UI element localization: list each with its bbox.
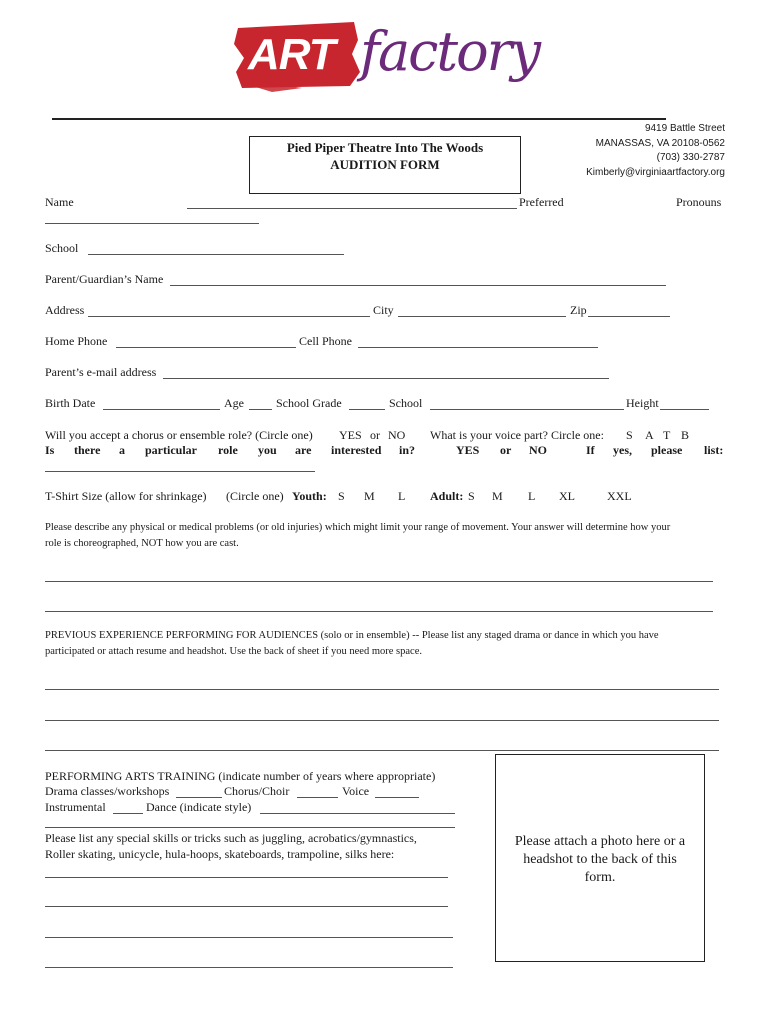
- form-title: AUDITION FORM: [330, 157, 440, 172]
- photo-text-line2: headshot to the back of this: [523, 852, 677, 867]
- role-word-6: you: [258, 443, 277, 457]
- voice-part-b[interactable]: B: [681, 428, 690, 442]
- name-field[interactable]: [187, 208, 517, 209]
- age-label: Age: [224, 396, 244, 410]
- experience-text-line1: PREVIOUS EXPERIENCE PERFORMING FOR AUDIENCES (solo or in ensemble) -- Please list any staged drama or dance in which you have: [45, 630, 659, 641]
- dance-label: Dance (indicate style): [146, 800, 252, 814]
- role-please: please: [651, 443, 683, 457]
- school-label: School: [45, 241, 79, 255]
- school-grade-label: School Grade: [276, 396, 342, 410]
- skills-field-1[interactable]: [45, 877, 448, 878]
- voice-field[interactable]: [375, 797, 419, 798]
- contact-phone: (703) 330-2787: [656, 152, 725, 163]
- parent-name-field[interactable]: [170, 285, 666, 286]
- city-label: City: [373, 303, 394, 317]
- role-word-4: particular: [145, 443, 197, 457]
- skills-field-3[interactable]: [45, 937, 453, 938]
- parent-email-field[interactable]: [163, 378, 609, 379]
- medical-field-2[interactable]: [45, 611, 713, 612]
- school-field[interactable]: [88, 254, 344, 255]
- youth-size-l[interactable]: L: [398, 489, 406, 503]
- pronouns-label: Pronouns: [676, 195, 722, 209]
- role-word-9: in?: [399, 443, 416, 457]
- contact-block: [586, 122, 725, 180]
- youth-size-s[interactable]: S: [338, 489, 345, 503]
- training-extra-field[interactable]: [45, 827, 455, 828]
- chorus-yes[interactable]: YES: [339, 428, 362, 442]
- header-rule: [52, 118, 666, 120]
- role-word-5: role: [218, 443, 238, 457]
- youth-size-m[interactable]: M: [364, 489, 375, 503]
- role-yes-word: yes,: [613, 443, 632, 457]
- voice-label: Voice: [342, 784, 370, 798]
- chorus-choir-field[interactable]: [297, 797, 338, 798]
- role-or: or: [500, 443, 512, 457]
- preferred-label: Preferred: [519, 195, 564, 209]
- voice-question: What is your voice part? Circle one:: [430, 428, 604, 442]
- city-field[interactable]: [398, 316, 566, 317]
- home-phone-label: Home Phone: [45, 334, 108, 348]
- chorus-or: or: [370, 428, 380, 442]
- contact-email[interactable]: Kimberly@virginiaartfactory.org: [586, 166, 725, 178]
- parent-email-label: Parent’s e-mail address: [45, 365, 157, 379]
- school-grade-field[interactable]: [349, 409, 385, 410]
- address-label: Address: [45, 303, 85, 317]
- logo-factory-text: factory: [360, 20, 539, 83]
- home-phone-field[interactable]: [116, 347, 296, 348]
- instrumental-label: Instrumental: [45, 800, 106, 814]
- role-field[interactable]: [45, 471, 315, 472]
- experience-text-line2: participated or attach resume and headshot. Use the back of sheet if you need more space.: [45, 646, 422, 657]
- chorus-no[interactable]: NO: [388, 428, 406, 442]
- age-field[interactable]: [249, 409, 272, 410]
- art-factory-logo: [232, 14, 539, 94]
- logo-art-text: ART: [248, 30, 335, 79]
- parent-name-label: Parent/Guardian’s Name: [45, 272, 164, 286]
- medical-field-1[interactable]: [45, 581, 713, 582]
- skills-field-2[interactable]: [45, 906, 448, 907]
- chorus-question: Will you accept a chorus or ensemble role? (Circle one): [45, 428, 313, 442]
- role-list: list:: [704, 443, 724, 457]
- name-label: Name: [45, 195, 74, 209]
- medical-text-line2: role is choreographed, NOT how you are cast.: [45, 538, 239, 549]
- tshirt-circle: (Circle one): [226, 489, 284, 503]
- adult-size-l[interactable]: L: [528, 489, 536, 503]
- voice-part-s[interactable]: S: [626, 428, 633, 442]
- voice-part-a[interactable]: A: [645, 428, 654, 442]
- adult-size-m[interactable]: M: [492, 489, 503, 503]
- role-word-7: are: [295, 443, 312, 457]
- cell-phone-label: Cell Phone: [299, 334, 352, 348]
- experience-field-2[interactable]: [45, 720, 719, 721]
- drama-label: Drama classes/workshops: [45, 784, 170, 798]
- experience-field-3[interactable]: [45, 750, 719, 751]
- birth-date-field[interactable]: [103, 409, 220, 410]
- height-field[interactable]: [660, 409, 709, 410]
- role-no[interactable]: NO: [529, 443, 547, 457]
- adult-size-xxl[interactable]: XXL: [607, 489, 632, 503]
- drama-field[interactable]: [176, 797, 222, 798]
- address-field[interactable]: [88, 316, 370, 317]
- role-word-2: there: [74, 443, 101, 457]
- role-word-8: interested: [331, 443, 382, 457]
- photo-attach-box[interactable]: [495, 754, 705, 962]
- birth-date-label: Birth Date: [45, 396, 96, 410]
- adult-size-s[interactable]: S: [468, 489, 475, 503]
- dance-field[interactable]: [260, 813, 455, 814]
- role-word-1: Is: [45, 443, 55, 457]
- photo-text-line3: form.: [584, 870, 616, 885]
- role-yes[interactable]: YES: [456, 443, 480, 457]
- voice-part-t[interactable]: T: [663, 428, 671, 442]
- youth-label: Youth:: [292, 489, 327, 503]
- height-label: Height: [626, 396, 659, 410]
- medical-text-line1: Please describe any physical or medical problems (or old injuries) which might limit your range of movement. Your answer will determine how your: [45, 522, 671, 533]
- experience-field-1[interactable]: [45, 689, 719, 690]
- contact-city: MANASSAS, VA 20108-0562: [595, 137, 725, 149]
- school2-label: School: [389, 396, 423, 410]
- skills-field-4[interactable]: [45, 967, 453, 968]
- instrumental-field[interactable]: [113, 813, 143, 814]
- contact-street: 9419 Battle Street: [644, 123, 725, 134]
- chorus-choir-label: Chorus/Choir: [224, 784, 290, 798]
- form-show-title: Pied Piper Theatre Into The Woods: [286, 140, 484, 155]
- tshirt-label: T-Shirt Size (allow for shrinkage): [45, 489, 207, 503]
- adult-size-xl[interactable]: XL: [559, 489, 575, 503]
- adult-label: Adult:: [430, 489, 464, 503]
- skills-text-line2: Roller skating, unicycle, hula-hoops, skateboards, trampoline, silks here:: [45, 847, 395, 861]
- pronouns-field[interactable]: [45, 223, 259, 224]
- training-heading: PERFORMING ARTS TRAINING (indicate number of years where appropriate): [45, 769, 436, 783]
- zip-field[interactable]: [588, 316, 670, 317]
- skills-text-line1: Please list any special skills or tricks such as juggling, acrobatics/gymnastics,: [45, 831, 417, 845]
- photo-text-line1: Please attach a photo here or a: [514, 834, 686, 849]
- title-box: [249, 136, 521, 194]
- cell-phone-field[interactable]: [358, 347, 598, 348]
- role-word-3: a: [119, 443, 125, 457]
- school2-field[interactable]: [430, 409, 624, 410]
- zip-label: Zip: [570, 303, 587, 317]
- role-if: If: [586, 443, 595, 457]
